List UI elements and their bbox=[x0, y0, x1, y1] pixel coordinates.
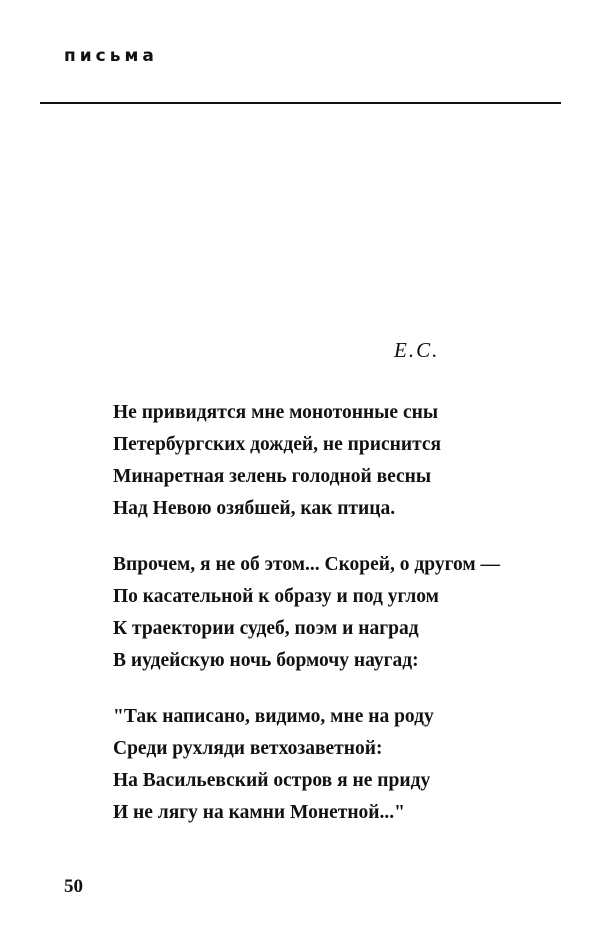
section-header: письма bbox=[64, 46, 158, 66]
header-divider bbox=[40, 102, 561, 104]
poem-line: Впрочем, я не об этом... Скорей, о другом — bbox=[113, 554, 501, 575]
dedication: Е.С. bbox=[394, 338, 440, 362]
stanza bbox=[113, 552, 500, 680]
poem-line: На Васильевский остров я не приду bbox=[113, 770, 431, 791]
poem-line: Не привидятся мне монотонные сны bbox=[113, 402, 439, 423]
poem-line: К траектории судеб, поэм и наград bbox=[113, 618, 419, 639]
stanza bbox=[113, 400, 500, 528]
poem-line: Петербургских дождей, не приснится bbox=[113, 434, 442, 455]
poem bbox=[113, 400, 500, 856]
poem-line: Над Невою озябшей, как птица. bbox=[113, 498, 396, 519]
poem-line: В иудейскую ночь бормочу наугад: bbox=[113, 650, 419, 671]
poem-line: Среди рухляди ветхозаветной: bbox=[113, 738, 383, 759]
poem-line: И не лягу на камни Монетной..." bbox=[113, 802, 405, 823]
stanza bbox=[113, 704, 500, 832]
poem-line: "Так написано, видимо, мне на роду bbox=[113, 706, 434, 727]
page-number: 50 bbox=[64, 876, 83, 897]
poem-line: По касательной к образу и под углом bbox=[113, 586, 439, 607]
poem-line: Минаретная зелень голодной весны bbox=[113, 466, 432, 487]
